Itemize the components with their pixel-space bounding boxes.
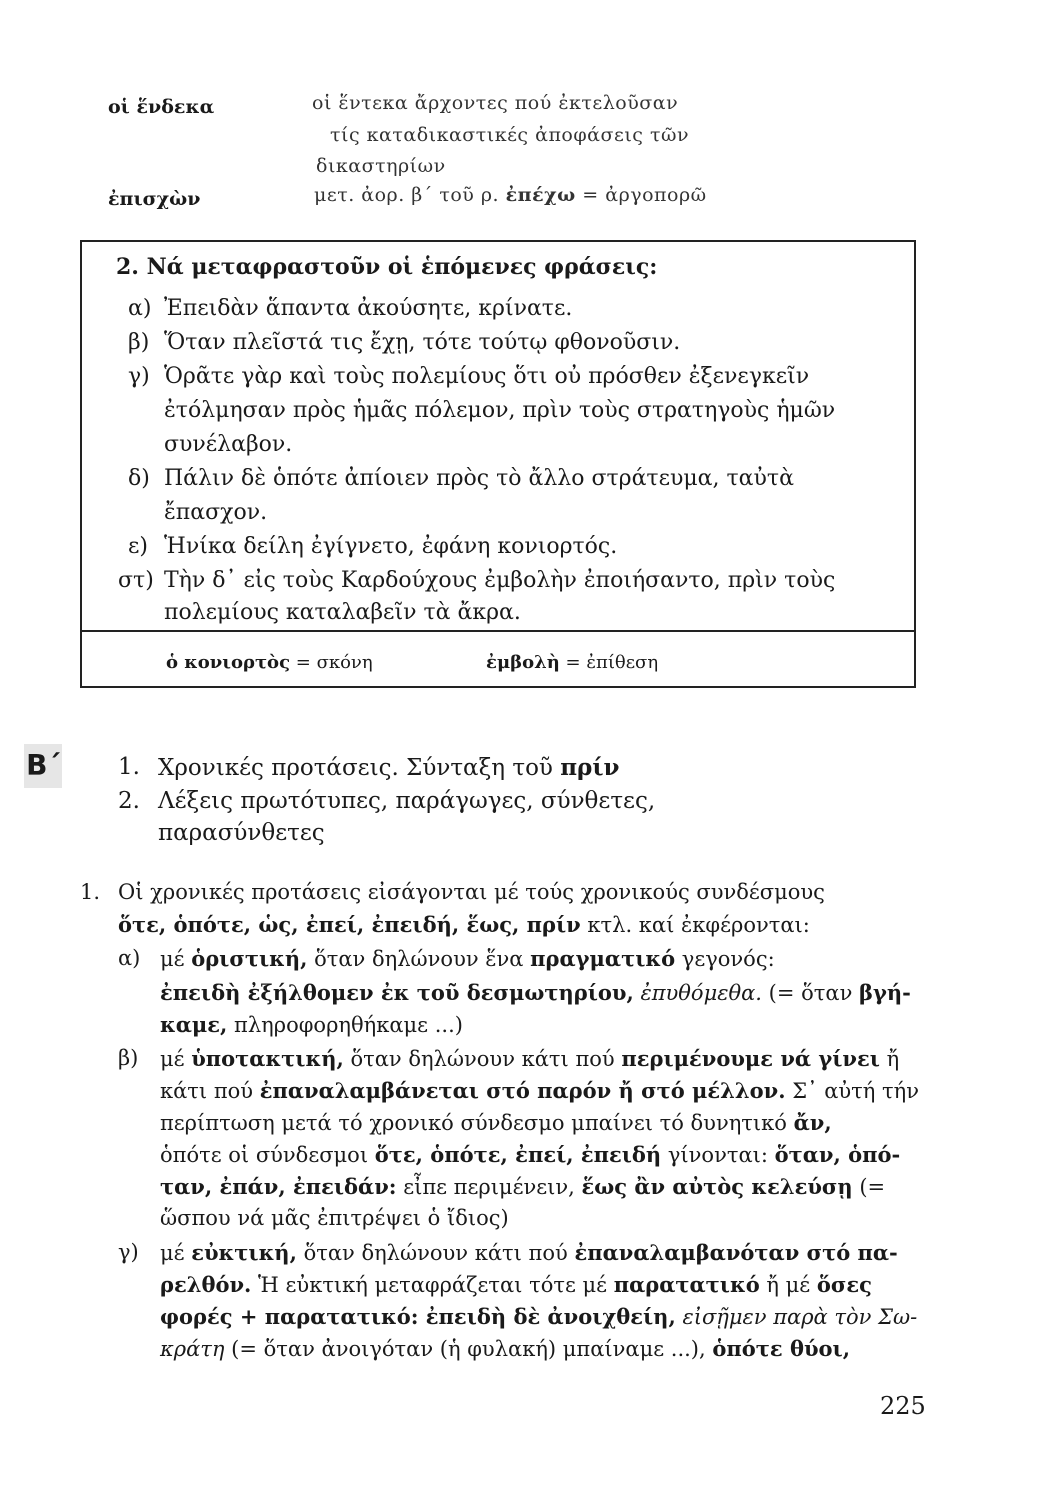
glossary-def-1-line-3: δικαστηρίων (316, 155, 446, 177)
exercise-label-c: γ) (128, 364, 150, 389)
para-number: 1. (80, 880, 101, 904)
glossary-term-2: ἐπισχὼν (108, 188, 201, 210)
exercise-line-f2: πολεμίους καταλαβεῖν τὰ ἄκρα. (164, 600, 521, 625)
glossary-term-1: οἱ ἕνδεκα (108, 96, 215, 118)
item-b-label: β) (118, 1046, 139, 1070)
box-divider (80, 630, 916, 632)
toc-num-1: 1. (118, 754, 140, 780)
item-c-label: γ) (118, 1240, 139, 1264)
exercise-title: 2. Νά μεταφραστοῦν οἱ ἑπόμενες φράσεις: (116, 254, 658, 280)
section-marker: Β΄ (24, 744, 62, 788)
glossary-def-1-line-2: τίς καταδικαστικές ἀποφάσεις τῶν (330, 124, 690, 146)
toc-item-1: Χρονικές προτάσεις. Σύνταξη τοῦ πρίν (158, 754, 620, 781)
glossary-def-1-line-1: οἱ ἕντεκα ἄρχοντες πού ἐκτελοῦσαν (312, 92, 679, 114)
note-2: ἐμβολὴ = ἐπίθεση (486, 652, 659, 673)
exercise-label-e: ε) (128, 534, 148, 559)
toc-item-2-cont: παρασύνθετες (158, 820, 325, 846)
exercise-label-b: β) (128, 330, 150, 355)
exercise-line-c3: συνέλαβον. (164, 432, 293, 457)
item-b-line-6: ὥσπου νά μᾶς ἐπιτρέψει ὁ ἴδιος) (160, 1206, 509, 1230)
exercise-label-f: στ) (118, 568, 154, 593)
item-a-line-2: ἐπειδὴ ἐξήλθομεν ἐκ τοῦ δεσμωτηρίου, ἐπυθόμεθα. (= ὅταν βγή- (160, 980, 911, 1005)
exercise-line-d2: ἔπασχον. (164, 500, 268, 525)
exercise-line-b1: Ὅταν πλεῖστά τις ἔχῃ, τότε τούτῳ φθονοῦσιν. (164, 330, 681, 355)
para-line-2: ὅτε, ὁπότε, ὡς, ἐπεί, ἐπειδή, ἕως, πρίν κτλ. καί ἐκφέρονται: (118, 912, 810, 937)
item-b-line-3: περίπτωση μετά τό χρονικό σύνδεσμο μπαίνει τό δυνητικό ἄν, (160, 1110, 832, 1135)
exercise-line-c1: Ὁρᾶτε γὰρ καὶ τοὺς πολεμίους ὅτι οὐ πρόσθεν ἐξενεγκεῖν (164, 364, 810, 389)
item-a-line-3: καμε, πληροφορηθήκαμε ...) (160, 1012, 463, 1037)
toc-item-2: Λέξεις πρωτότυπες, παράγωγες, σύνθετες, (158, 788, 656, 814)
exercise-label-a: α) (128, 296, 152, 321)
item-b-line-5: ταν, ἐπάν, ἐπειδάν: εἶπε περιμένειν, ἕως ἂν αὐτὸς κελεύσῃ (= (160, 1174, 886, 1199)
exercise-label-d: δ) (128, 466, 150, 491)
item-c-line-1: μέ εὐκτική, ὅταν δηλώνουν κάτι πού ἐπαναλαμβανόταν στό πα- (160, 1240, 898, 1265)
exercise-line-e1: Ἡνίκα δείλη ἐγίγνετο, ἐφάνη κονιορτός. (164, 534, 618, 559)
toc-num-2: 2. (118, 788, 140, 814)
item-c-line-3: φορές + παρατατικό: ἐπειδὴ δὲ ἀνοιχθείη, εἰσῇμεν παρὰ τὸν Σω- (160, 1304, 918, 1329)
item-a-label: α) (118, 946, 141, 970)
item-b-line-2: κάτι πού ἐπαναλαμβάνεται στό παρόν ἤ στό μέλλον. Σ᾽ αὐτή τήν (160, 1078, 920, 1103)
page-number: 225 (880, 1392, 926, 1420)
item-b-line-1: μέ ὑποτακτική, ὅταν δηλώνουν κάτι πού περιμένουμε νά γίνει ἤ (160, 1046, 900, 1071)
item-b-line-4: ὁπότε οἱ σύνδεσμοι ὅτε, ὁπότε, ἐπεί, ἐπειδή γίνονται: ὅταν, ὁπό- (160, 1142, 901, 1167)
para-line-1: Οἱ χρονικές προτάσεις εἰσάγονται μέ τούς χρονικούς συνδέσμους (118, 880, 825, 904)
item-a-line-1: μέ ὁριστική, ὅταν δηλώνουν ἕνα πραγματικό γεγονός: (160, 946, 775, 971)
note-1: ὁ κονιορτὸς = σκόνη (166, 652, 373, 673)
exercise-line-a1: Ἐπειδὰν ἅπαντα ἀκούσητε, κρίνατε. (164, 296, 573, 321)
glossary-def-2: μετ. ἀορ. β΄ τοῦ ρ. ἐπέχω = ἀργοπορῶ (314, 184, 707, 206)
exercise-line-c2: ἐτόλμησαν πρὸς ἡμᾶς πόλεμον, πρὶν τοὺς στρατηγοὺς ἡμῶν (164, 398, 836, 423)
exercise-line-f1: Τὴν δ᾽ εἰς τοὺς Καρδούχους ἐμβολὴν ἐποιήσαντο, πρὶν τοὺς (164, 568, 836, 593)
item-c-line-4: κράτη (= ὅταν ἀνοιγόταν (ἡ φυλακή) μπαίναμε ...), ὁπότε θύοι, (160, 1336, 851, 1361)
exercise-line-d1: Πάλιν δὲ ὁπότε ἀπίοιεν πρὸς τὸ ἄλλο στράτευμα, ταὐτὰ (164, 466, 794, 491)
item-c-line-2: ρελθόν. Ἡ εὐκτική μεταφράζεται τότε μέ παρατατικό ἤ μέ ὅσες (160, 1272, 872, 1297)
